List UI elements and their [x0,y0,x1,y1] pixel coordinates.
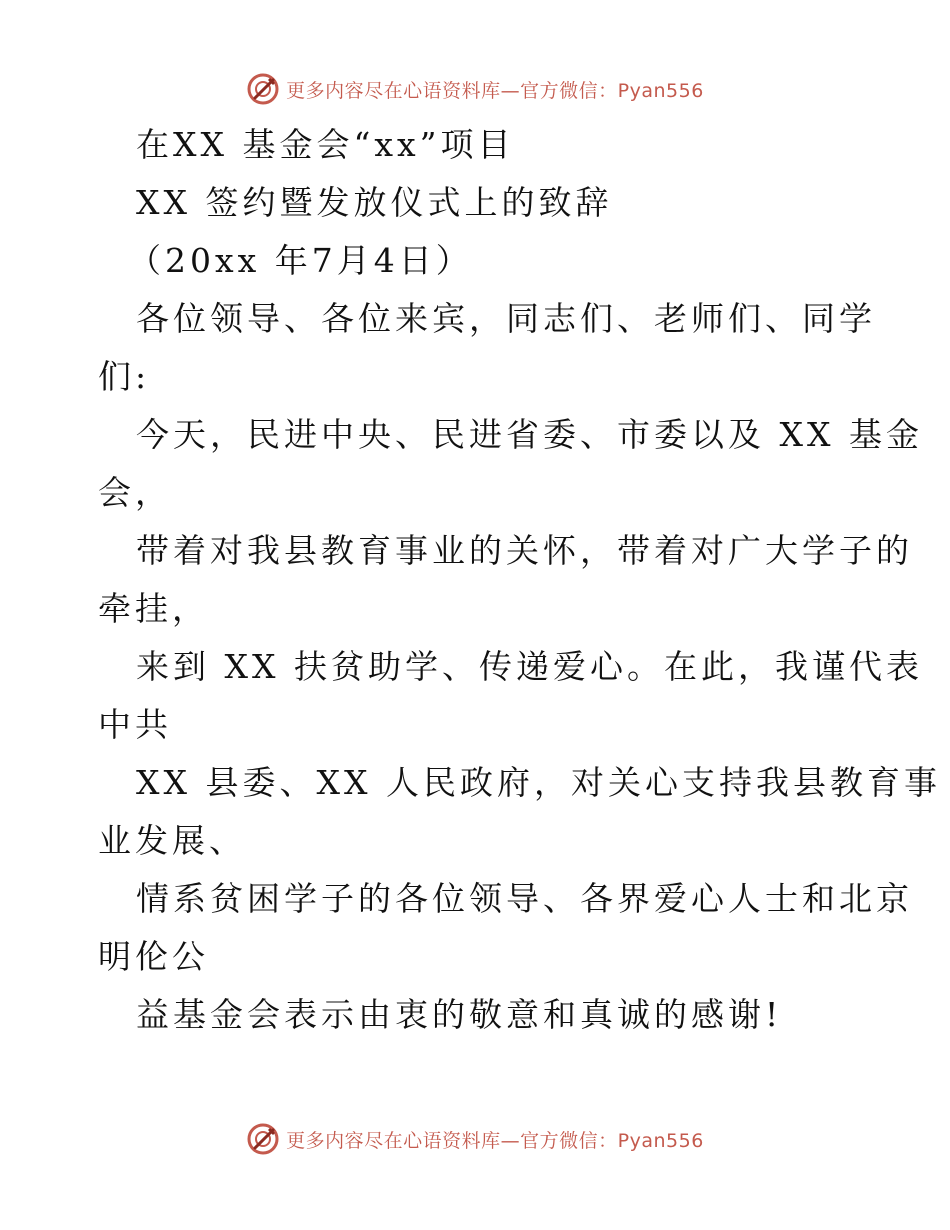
watermark-text: 更多内容尽在心语资料库—官方微信：Pyan556 [286,79,704,102]
brand-logo-icon [246,1122,280,1156]
paragraph-line: 今天，民进中央、民进省委、市委以及 XX 基金 [136,415,923,454]
paragraph-line: 益基金会表示由衷的敬意和真诚的感谢! [136,995,783,1034]
paragraph-line: 业发展、 [98,821,246,860]
watermark-footer [0,1122,950,1156]
paragraph-line: 明伦公 [98,937,209,976]
paragraph-line: 各位领导、各位来宾，同志们、老师们、同学 [136,299,876,338]
document-body [98,116,941,1044]
paragraph-line: 情系贫困学子的各位领导、各界爱心人士和北京 [136,879,913,918]
brand-logo-icon [246,72,280,106]
title-line-1: 在XX 基金会“xx”项目 [136,125,515,164]
watermark-text: 更多内容尽在心语资料库—官方微信：Pyan556 [286,1129,704,1152]
paragraph-line: 牵挂， [98,589,209,628]
paragraph-line: XX 县委、XX 人民政府，对关心支持我县教育事 [136,763,941,802]
paragraph-line: 们: [98,357,151,396]
paragraph-line: 中共 [98,705,172,744]
title-line-2: XX 签约暨发放仪式上的致辞 [136,183,613,222]
paragraph-line: 来到 XX 扶贫助学、传递爱心。在此，我谨代表 [136,647,923,686]
watermark-header [0,72,950,106]
date-line: （20xx 年7月4日） [128,241,473,280]
paragraph-line: 带着对我县教育事业的关怀，带着对广大学子的 [136,531,913,570]
paragraph-line: 会， [98,473,172,512]
